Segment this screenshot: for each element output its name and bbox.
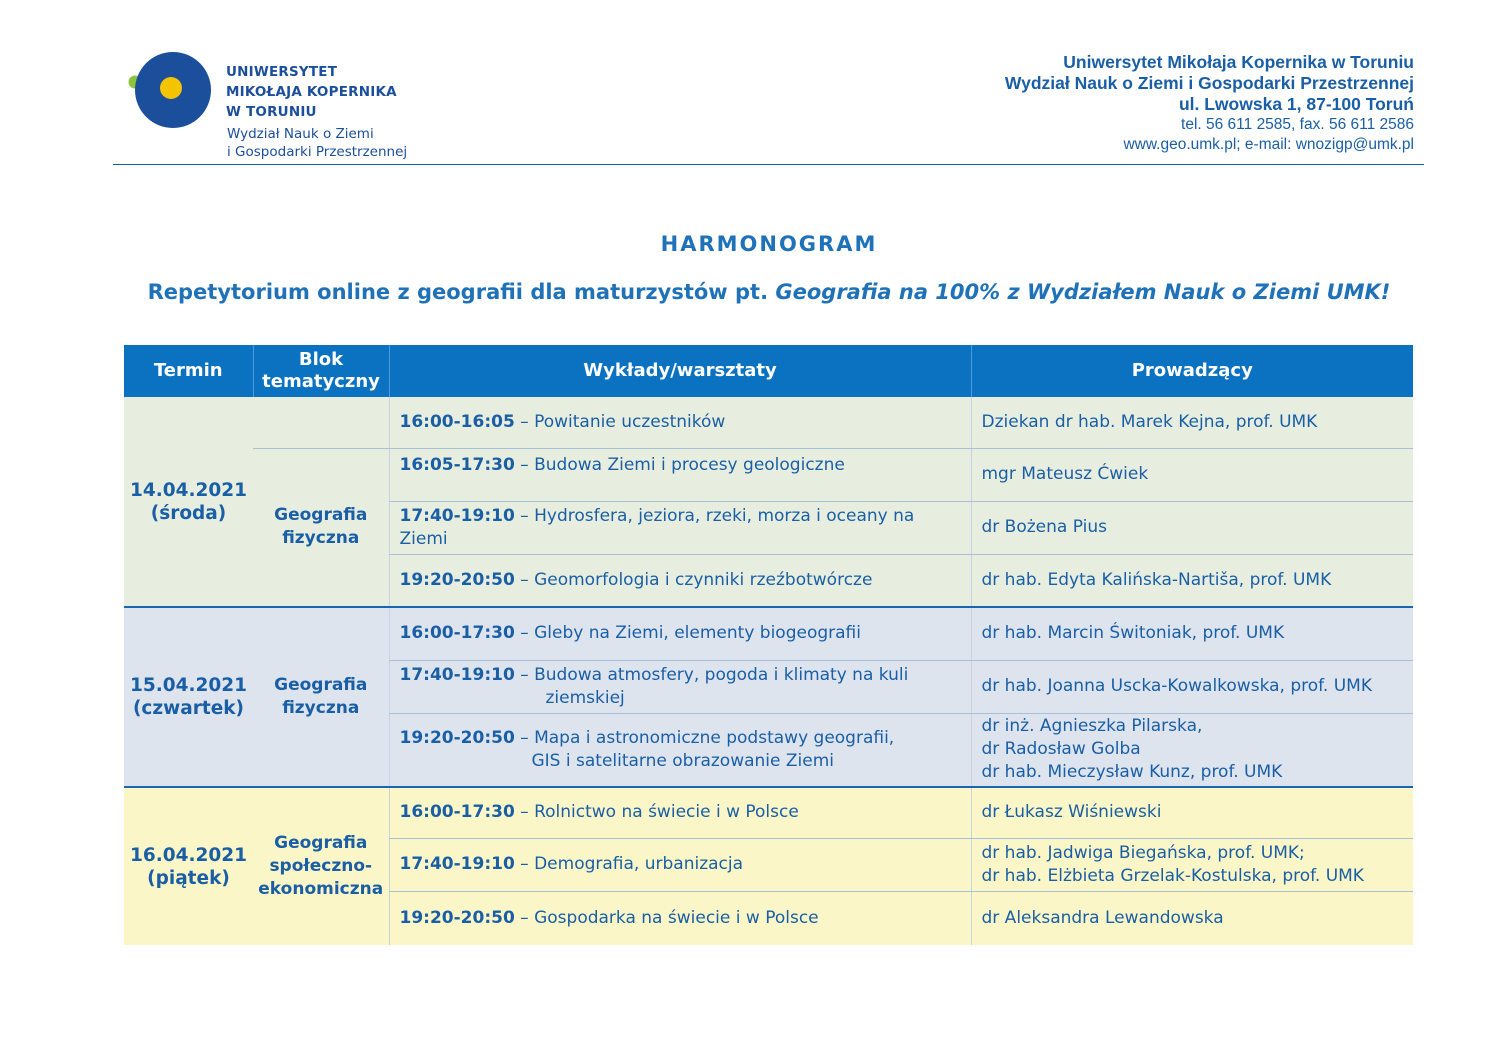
lecturer-cell: dr inż. Agnieszka Pilarska, dr Radosław Golba dr hab. Mieczysław Kunz, prof. UMK (971, 713, 1413, 787)
lecturer-cell: dr Bożena Pius (971, 501, 1413, 554)
lecture-cell: 19:20-20:50 – Geomorfologia i czynniki rzeźbotwórcze (389, 554, 971, 607)
address-web-email: www.geo.umk.pl; e-mail: wnozigp@umk.pl (1123, 136, 1414, 153)
university-name: UNIWERSYTET MIKOŁAJA KOPERNIKA W TORUNIU (226, 64, 397, 120)
lecture-cell: 16:00-16:05 – Powitanie uczestników (389, 397, 971, 448)
table-row (124, 607, 1413, 660)
lecturer-cell: dr hab. Edyta Kalińska-Nartiša, prof. UMK (971, 554, 1413, 607)
lecture-cell: 19:20-20:50 – Gospodarka na świecie i w Polsce (389, 891, 971, 945)
lecturer-cell: dr Łukasz Wiśniewski (971, 787, 1413, 838)
lecturer-cell: dr hab. Jadwiga Biegańska, prof. UMK; dr hab. Elżbieta Grzelak-Kostulska, prof. UMK (971, 838, 1413, 891)
lecturer-cell: mgr Mateusz Ćwiek (971, 448, 1413, 501)
day1-date: 14.04.2021 (środa) (124, 397, 253, 607)
faculty-name: Wydział Nauk o Ziemi i Gospodarki Przestrzennej (227, 126, 408, 160)
address-university: Uniwersytet Mikołaja Kopernika w Toruniu (1063, 52, 1414, 72)
day3-date: 16.04.2021 (piątek) (124, 787, 253, 945)
table-row (124, 448, 1413, 501)
address-block (1005, 52, 1414, 155)
lecturer-cell: dr hab. Marcin Świtoniak, prof. UMK (971, 607, 1413, 660)
lecturer-cell: dr Aleksandra Lewandowska (971, 891, 1413, 945)
day2-date: 15.04.2021 (czwartek) (124, 607, 253, 787)
day1-block: Geografia fizyczna (253, 448, 389, 607)
address-street: ul. Lwowska 1, 87-100 Toruń (1178, 94, 1414, 114)
schedule-table (124, 345, 1413, 945)
header-prowadzacy: Prowadzący (971, 345, 1413, 397)
page-title: HARMONOGRAM (660, 232, 878, 256)
lecture-cell: 17:40-19:10 – Demografia, urbanizacja (389, 838, 971, 891)
lecture-cell: 19:20-20:50 – Mapa i astronomiczne podstawy geografii, GIS i satelitarne obrazowanie Ziemi (389, 713, 971, 787)
lecture-cell: 16:00-17:30 – Rolnictwo na świecie i w Polsce (389, 787, 971, 838)
page-subtitle: Repetytorium online z geografii dla maturzystów pt. Geografia na 100% z Wydziałem Nauk o Ziemi UMK! (147, 280, 1391, 304)
lecture-cell: 17:40-19:10 – Budowa atmosfery, pogoda i klimaty na kuli ziemskiej (389, 660, 971, 713)
day2-block: Geografia fizyczna (253, 607, 389, 787)
lecturer-cell: Dziekan dr hab. Marek Kejna, prof. UMK (971, 397, 1413, 448)
lecture-cell: 16:00-17:30 – Gleby na Ziemi, elementy biogeografii (389, 607, 971, 660)
header-divider (113, 164, 1424, 165)
header-termin: Termin (124, 345, 253, 397)
lecture-cell: 17:40-19:10 – Hydrosfera, jeziora, rzeki, morza i oceany na Ziemi (389, 501, 971, 554)
umk-logo-icon (126, 52, 216, 132)
lecture-cell: 16:05-17:30 – Budowa Ziemi i procesy geologiczne (389, 448, 971, 501)
table-row (124, 787, 1413, 838)
address-phone: tel. 56 611 2585, fax. 56 611 2586 (1181, 116, 1414, 133)
table-row (124, 397, 1413, 448)
table-header-row (124, 345, 1413, 397)
header-blok: Blok tematyczny (253, 345, 389, 397)
lecturer-cell: dr hab. Joanna Uscka-Kowalkowska, prof. UMK (971, 660, 1413, 713)
address-faculty: Wydział Nauk o Ziemi i Gospodarki Przestrzennej (1004, 73, 1414, 93)
header-wyklady: Wykłady/warsztaty (389, 345, 971, 397)
day3-block: Geografia społeczno- ekonomiczna (253, 787, 389, 945)
